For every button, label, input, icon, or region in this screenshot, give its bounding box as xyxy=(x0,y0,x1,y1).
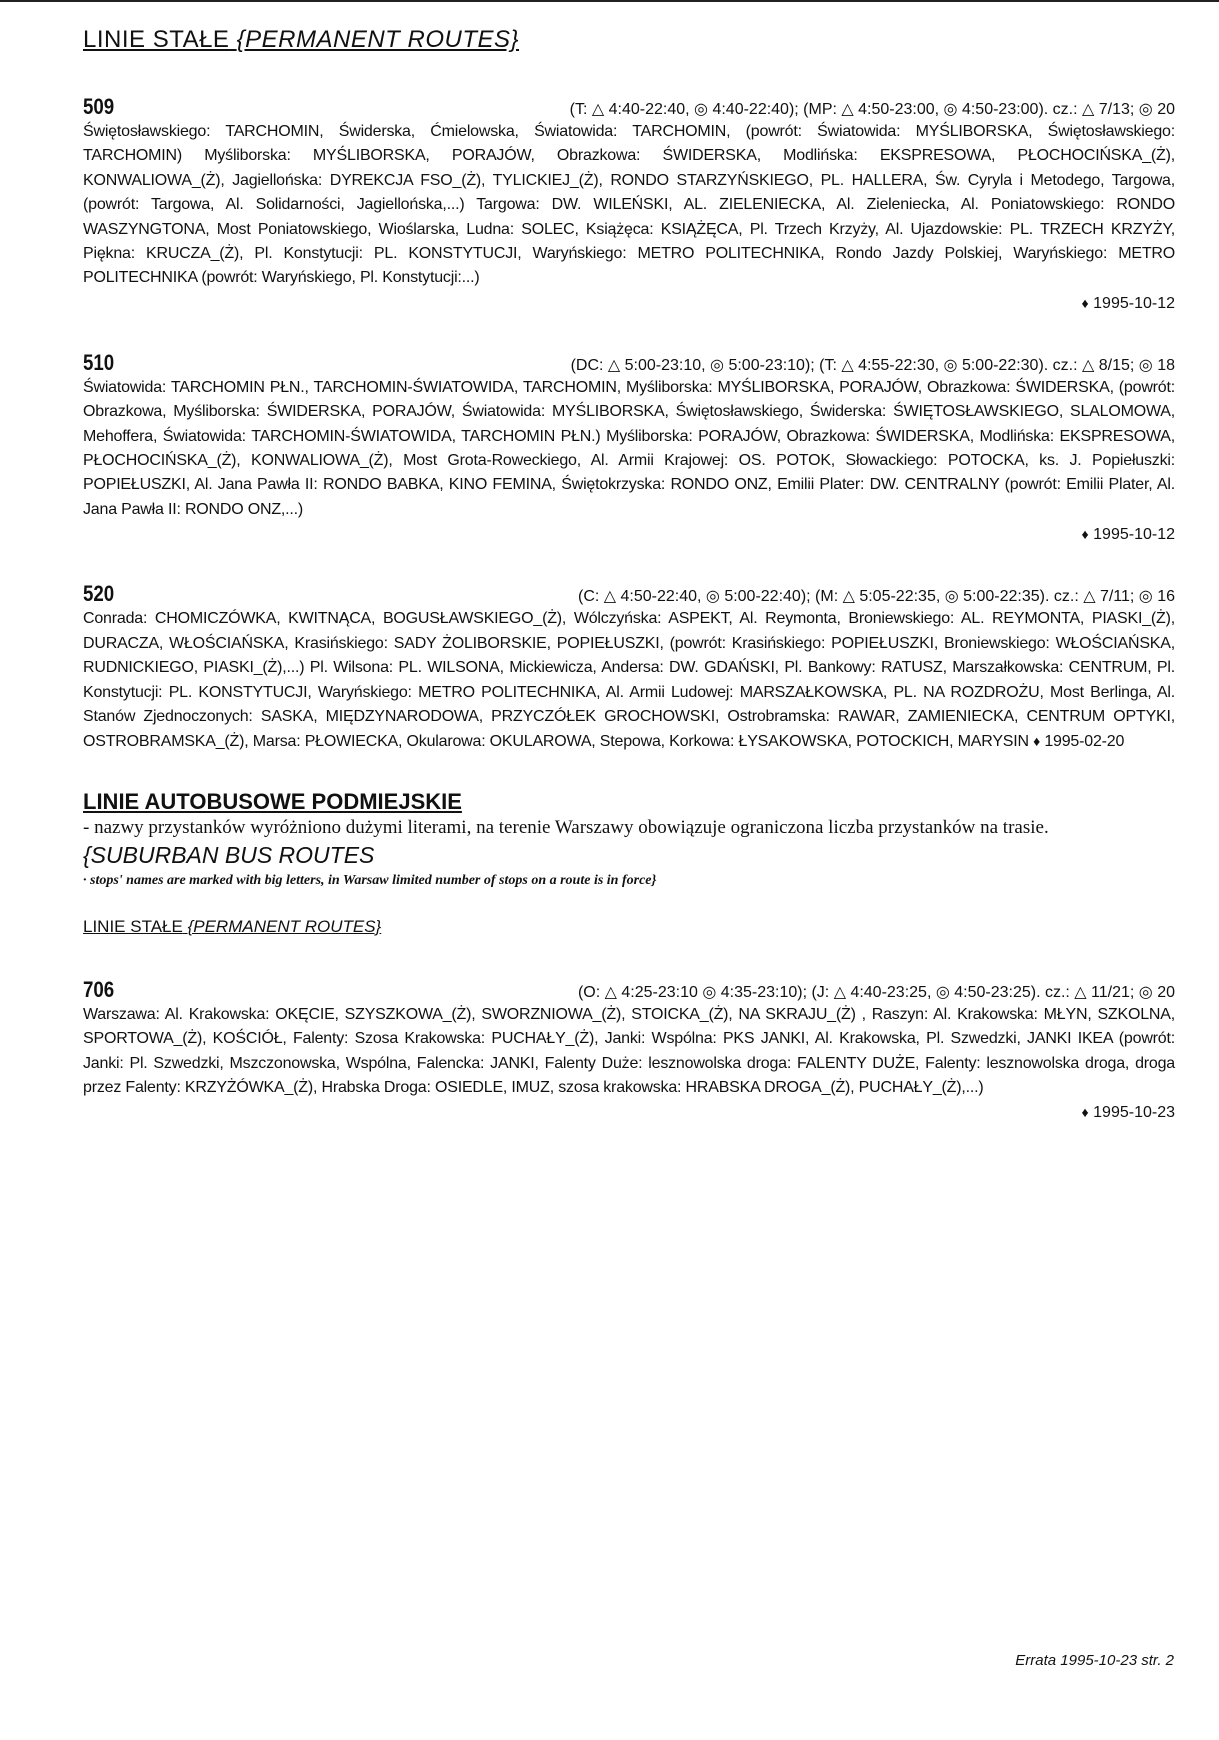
perm-title-en: {PERMANENT ROUTES} xyxy=(187,916,382,936)
diamond-icon: ♦ xyxy=(1033,733,1041,750)
route-header xyxy=(83,581,1175,607)
route-header xyxy=(83,977,1175,1003)
page-content xyxy=(83,26,1175,1159)
diamond-icon: ♦ xyxy=(1081,526,1089,543)
perm-title-text: LINIE STAŁE xyxy=(83,916,183,936)
diamond-icon: ♦ xyxy=(1081,1104,1089,1121)
route-times: (C: △ 4:50-22:40, ◎ 5:00-22:40); (M: △ 5:05-22:35, ◎ 5:00-22:35). cz.: △ 7/11; ◎ 16 xyxy=(577,588,1175,606)
route-520 xyxy=(83,581,1175,754)
route-header xyxy=(83,94,1175,120)
route-date xyxy=(83,291,1175,316)
page-footer: Errata 1995-10-23 str. 2 xyxy=(1015,1652,1174,1669)
title-en: {PERMANENT ROUTES} xyxy=(236,26,520,53)
route-times: (O: △ 4:25-23:10 ◎ 4:35-23:10); (J: △ 4:40-23:25, ◎ 4:50-23:25). cz.: △ 11/21; ◎ 20 xyxy=(577,983,1175,1001)
route-509 xyxy=(83,94,1175,316)
route-header xyxy=(83,350,1175,376)
route-510 xyxy=(83,350,1175,547)
route-number: 509 xyxy=(83,94,115,119)
route-stops: Światowida: TARCHOMIN PŁN., TARCHOMIN-ŚWIATOWIDA, TARCHOMIN, Myśliborska: MYŚLIBORSKA, PORAJÓW, Obrazkowa: ŚWIDERSKA, (powrót: Obrazkowa, Myśliborska: ŚWIDERSKA, PORAJÓW, Światowida: MYŚLIBORSKA, Świętosławskiego, Świderska: ŚWIĘTOSŁAWSKIEGO, SLALOMOWA, Mehoffera, Światowida: TARCHOMIN-ŚWIATOWIDA, TARCHOMIN PŁN.) Myśliborska: PORAJÓW, Obrazkowa: ŚWIDERSKA, Modlińska: EKSPRESOWA, PŁOCHOCIŃSKA_(Ż), KONWALIOWA_(Ż), Most Grota-Roweckiego, Al. Armii Krajowej: OS. POTOK, Słowackiego: POTOCKA, ks. J. Popiełuszki: POPIEŁUSZKI, Al. Jana Pawła II: RONDO BABKA, KINO FEMINA, Świętokrzyska: RONDO ONZ, Emilii Plater: DW. CENTRALNY (powrót: Emilii Plater, Al. Jana Pawła II: RONDO ONZ,...) xyxy=(83,378,1175,518)
route-706 xyxy=(83,977,1175,1126)
suburban-title-en: {SUBURBAN BUS ROUTES xyxy=(83,841,375,868)
date-text: 1995-10-12 xyxy=(1093,294,1175,312)
route-stops: Świętosławskiego: TARCHOMIN, Świderska, Ćmielowska, Światowida: TARCHOMIN, (powrót: Światowida: MYŚLIBORSKA, Świętosławskiego: TARCHOMIN) Myśliborska: MYŚLIBORSKA, PORAJÓW, Obrazkowa: ŚWIDERSKA, Modlińska: EKSPRESOWA, PŁOCHOCIŃSKA_(Ż), KONWALIOWA_(Ż), Jagiellońska: DYREKCJA FSO_(Ż), TYLICKIEJ_(Ż), RONDO STARZYŃSKIEGO, PL. HALLERA, Św. Cyryla i Metodego, Targowa, (powrót: Targowa, Al. Solidarności, Jagiellońska,...) Targowa: DW. WILEŃSKI, AL. ZIELENIECKA, Al. Zieleniecka, Al. Poniatowskiego: RONDO WASZYNGTONA, Most Poniatowskiego, Wioślarska, Ludna: SOLEC, Książęca: KSIĄŻĘCA, Pl. Trzech Krzyży, Al. Ujazdowskie: PL. TRZECH KRZYŻY, Piękna: KRUCZA_(Ż), Pl. Konstytucji: PL. KONSTYTUCJI, Waryńskiego: METRO POLITECHNIKA, Rondo Jazdy Polskiej, Waryńskiego: METRO POLITECHNIKA (powrót: Waryńskiego, Pl. Konstytucji:...) xyxy=(83,123,1175,287)
route-stops xyxy=(83,607,1175,754)
date-text: 1995-10-23 xyxy=(1093,1104,1175,1122)
route-stops: Warszawa: Al. Krakowska: OKĘCIE, SZYSZKOWA_(Ż), SWORZNIOWA_(Ż), STOICKA_(Ż), NA SKRAJU_(Ż) , Raszyn: Al. Krakowska: MŁYN, SZKOLNA, SPORTOWA_(Ż), KOŚCIÓŁ, Falenty: Szosa Krakowska: PUCHAŁY_(Ż), Janki: Wspólna: PKS JANKI, Al. Krakowska, Pl. Szwedzki, JANKI IKEA (powrót: Janki: Pl. Szwedzki, Mszczonowska, Wspólna, Falencka: JANKI, Falenty Duże: lesznowolska droga: FALENTY DUŻE, Falenty: lesznowolska droga, droga przez Falenty: KRZYŻÓWKA_(Ż), Hrabska Droga: OSIEDLE, IMUZ, szosa krakowska: HRABSKA DROGA_(Ż), PUCHAŁY_(Ż),...) xyxy=(83,1005,1175,1096)
diamond-icon: ♦ xyxy=(1081,294,1089,311)
date-text: 1995-02-20 xyxy=(1044,733,1125,751)
suburban-title: LINIE AUTOBUSOWE PODMIEJSKIE xyxy=(83,788,462,814)
route-number: 520 xyxy=(83,581,115,607)
route-times: (T: △ 4:40-22:40, ◎ 4:40-22:40); (MP: △ 4:50-23:00, ◎ 4:50-23:00). cz.: △ 7/13; ◎ 20 xyxy=(569,101,1175,118)
suburban-description: - nazwy przystanków wyróżniono dużymi literami, na terenie Warszawy obowiązuje ograniczona liczba przystanków na trasie. xyxy=(83,816,1049,838)
route-date xyxy=(83,1100,1175,1125)
route-times: (DC: △ 5:00-23:10, ◎ 5:00-23:10); (T: △ 4:55-22:30, ◎ 5:00-22:30). cz.: △ 8/15; ◎ 18 xyxy=(570,356,1175,374)
route-number: 706 xyxy=(83,976,115,1002)
route-stops-text: Conrada: CHOMICZÓWKA, KWITNĄCA, BOGUSŁAWSKIEGO_(Ż), Wólczyńska: ASPEKT, Al. Reymonta, Broniewskiego: AL. REYMONTA, PIASKI_(Ż), DURACZA, WŁOŚCIAŃSKA, Krasińskiego: SADY ŻOLIBORSKIE, POPIEŁUSZKI, (powrót: Krasińskiego: POPIEŁUSZKI, Broniewskiego: WŁOŚCIAŃSKA, RUDNICKIEGO, PIASKI_(Ż),...) Pl. Wilsona: PL. WILSONA, Mickiewicza, Andersa: DW. GDAŃSKI, Pl. Bankowy: RATUSZ, Marszałkowska: CENTRUM, Pl. Konstytucji: PL. KONSTYTUCJI, Waryńskiego: METRO POLITECHNIKA, Al. Armii Ludowej: MARSZAŁKOWSKA, PL. NA ROZDROŻU, Most Berlinga, Al. Stanów Zjednoczonych: SASKA, MIĘDZYNARODOWA, PRZYCZÓŁEK GROCHOWSKI, Ostrobramska: RAWAR, ZAMIENIECKA, CENTRUM OPTYKI, OSTROBRAMSKA_(Ż), Marsa: PŁOWIECKA, Okularowa: OKULAROWA, Stepowa, Korkowa: ŁYSAKOWSKA, POTOCKICH, MARYSIN xyxy=(83,610,1175,751)
suburban-note-en: · stops' names are marked with big letters, in Warsaw limited number of stops on a route is in force} xyxy=(83,872,657,888)
date-text: 1995-10-12 xyxy=(1093,526,1175,544)
route-date xyxy=(83,522,1175,547)
section-title xyxy=(83,26,1175,54)
title-text: LINIE STAŁE xyxy=(83,26,230,53)
top-border xyxy=(0,0,1219,2)
route-number: 510 xyxy=(83,349,115,375)
permanent-routes-title xyxy=(83,917,1175,937)
